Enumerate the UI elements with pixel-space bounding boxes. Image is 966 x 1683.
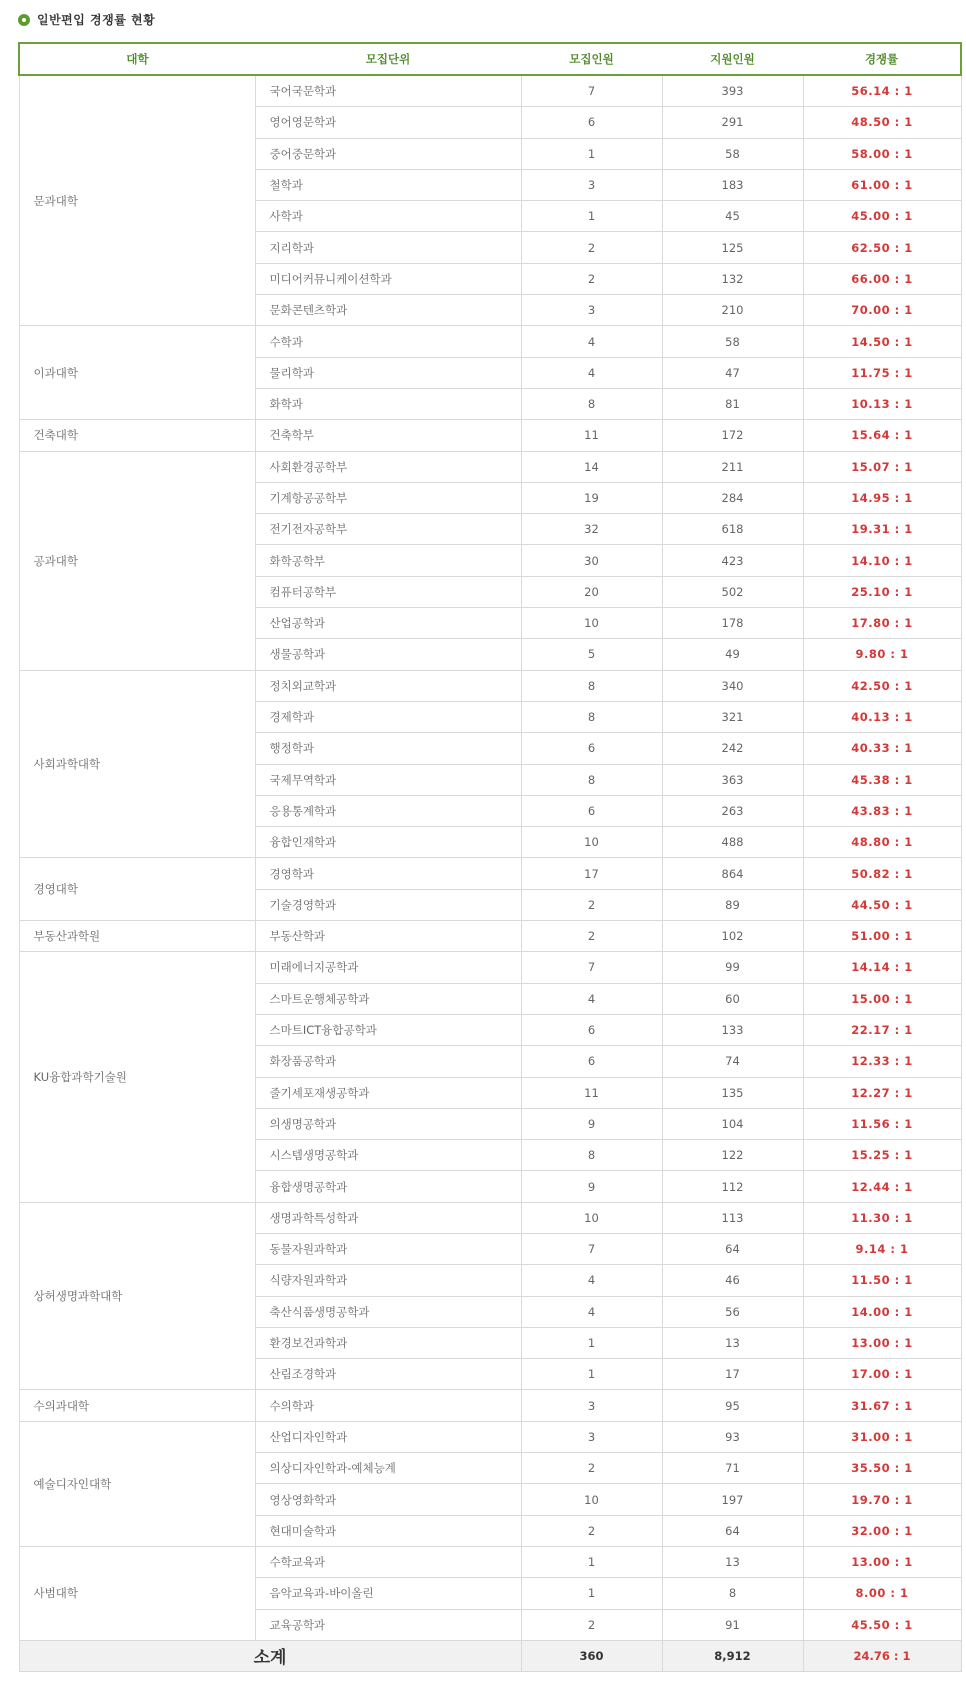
recruit-cell: 8 xyxy=(521,1140,662,1171)
rate-cell: 15.07 : 1 xyxy=(803,451,961,482)
rate-cell: 14.14 : 1 xyxy=(803,952,961,983)
college-cell: 경영대학 xyxy=(19,858,255,921)
rate-cell: 11.30 : 1 xyxy=(803,1202,961,1233)
unit-cell: 스마트ICT융합공학과 xyxy=(255,1014,521,1045)
recruit-cell: 6 xyxy=(521,1014,662,1045)
rate-cell: 14.50 : 1 xyxy=(803,326,961,357)
unit-cell: 생물공학과 xyxy=(255,639,521,670)
recruit-cell: 2 xyxy=(521,1609,662,1640)
applicants-cell: 178 xyxy=(662,608,803,639)
unit-cell: 문화콘텐츠학과 xyxy=(255,295,521,326)
unit-cell: 철학과 xyxy=(255,169,521,200)
recruit-cell: 17 xyxy=(521,858,662,889)
rate-cell: 40.33 : 1 xyxy=(803,733,961,764)
college-cell: 부동산과학원 xyxy=(19,921,255,952)
rate-cell: 11.75 : 1 xyxy=(803,357,961,388)
rate-cell: 45.38 : 1 xyxy=(803,764,961,795)
total-label: 소계 xyxy=(19,1640,521,1671)
table-body xyxy=(19,75,961,1640)
recruit-cell: 4 xyxy=(521,983,662,1014)
unit-cell: 의상디자인학과-예체능계 xyxy=(255,1453,521,1484)
applicants-cell: 263 xyxy=(662,795,803,826)
recruit-cell: 1 xyxy=(521,1546,662,1577)
rate-cell: 62.50 : 1 xyxy=(803,232,961,263)
rate-cell: 40.13 : 1 xyxy=(803,701,961,732)
unit-cell: 기계항공공학부 xyxy=(255,482,521,513)
recruit-cell: 1 xyxy=(521,201,662,232)
recruit-cell: 6 xyxy=(521,733,662,764)
recruit-cell: 8 xyxy=(521,701,662,732)
unit-cell: 국어국문학과 xyxy=(255,75,521,107)
college-cell: 수의과대학 xyxy=(19,1390,255,1421)
applicants-cell: 125 xyxy=(662,232,803,263)
college-cell: 상허생명과학대학 xyxy=(19,1202,255,1390)
recruit-cell: 2 xyxy=(521,889,662,920)
competition-rate-table xyxy=(18,42,962,1672)
recruit-cell: 3 xyxy=(521,1390,662,1421)
applicants-cell: 122 xyxy=(662,1140,803,1171)
rate-cell: 15.25 : 1 xyxy=(803,1140,961,1171)
rate-cell: 43.83 : 1 xyxy=(803,795,961,826)
recruit-cell: 7 xyxy=(521,75,662,107)
recruit-cell: 20 xyxy=(521,576,662,607)
applicants-cell: 13 xyxy=(662,1546,803,1577)
rate-cell: 14.95 : 1 xyxy=(803,482,961,513)
recruit-cell: 10 xyxy=(521,1484,662,1515)
recruit-cell: 3 xyxy=(521,295,662,326)
header-unit: 모집단위 xyxy=(255,43,521,75)
rate-cell: 12.33 : 1 xyxy=(803,1046,961,1077)
rate-cell: 15.00 : 1 xyxy=(803,983,961,1014)
rate-cell: 45.50 : 1 xyxy=(803,1609,961,1640)
total-row xyxy=(19,1640,961,1671)
recruit-cell: 11 xyxy=(521,420,662,451)
rate-cell: 17.80 : 1 xyxy=(803,608,961,639)
rate-cell: 44.50 : 1 xyxy=(803,889,961,920)
unit-cell: 정치외교학과 xyxy=(255,670,521,701)
applicants-cell: 113 xyxy=(662,1202,803,1233)
rate-cell: 51.00 : 1 xyxy=(803,921,961,952)
applicants-cell: 393 xyxy=(662,75,803,107)
total-rate: 24.76 : 1 xyxy=(803,1640,961,1671)
unit-cell: 융합생명공학과 xyxy=(255,1171,521,1202)
college-cell: 건축대학 xyxy=(19,420,255,451)
applicants-cell: 211 xyxy=(662,451,803,482)
recruit-cell: 9 xyxy=(521,1108,662,1139)
unit-cell: 축산식품생명공학과 xyxy=(255,1296,521,1327)
rate-cell: 35.50 : 1 xyxy=(803,1453,961,1484)
unit-cell: 현대미술학과 xyxy=(255,1515,521,1546)
unit-cell: 동물자원과학과 xyxy=(255,1233,521,1264)
unit-cell: 화장품공학과 xyxy=(255,1046,521,1077)
unit-cell: 영상영화학과 xyxy=(255,1484,521,1515)
header-recruit: 모집인원 xyxy=(521,43,662,75)
recruit-cell: 2 xyxy=(521,1515,662,1546)
table-row xyxy=(19,420,961,451)
unit-cell: 화학공학부 xyxy=(255,545,521,576)
table-row xyxy=(19,952,961,983)
header-rate: 경쟁률 xyxy=(803,43,961,75)
recruit-cell: 3 xyxy=(521,169,662,200)
unit-cell: 산업디자인학과 xyxy=(255,1421,521,1452)
applicants-cell: 502 xyxy=(662,576,803,607)
unit-cell: 환경보건과학과 xyxy=(255,1327,521,1358)
unit-cell: 교육공학과 xyxy=(255,1609,521,1640)
recruit-cell: 30 xyxy=(521,545,662,576)
rate-cell: 19.70 : 1 xyxy=(803,1484,961,1515)
total-recruit: 360 xyxy=(521,1640,662,1671)
recruit-cell: 8 xyxy=(521,764,662,795)
applicants-cell: 64 xyxy=(662,1233,803,1264)
rate-cell: 19.31 : 1 xyxy=(803,514,961,545)
rate-cell: 61.00 : 1 xyxy=(803,169,961,200)
unit-cell: 국제무역학과 xyxy=(255,764,521,795)
rate-cell: 9.14 : 1 xyxy=(803,1233,961,1264)
applicants-cell: 135 xyxy=(662,1077,803,1108)
unit-cell: 산림조경학과 xyxy=(255,1359,521,1390)
applicants-cell: 91 xyxy=(662,1609,803,1640)
applicants-cell: 74 xyxy=(662,1046,803,1077)
recruit-cell: 9 xyxy=(521,1171,662,1202)
unit-cell: 수의학과 xyxy=(255,1390,521,1421)
college-cell: 공과대학 xyxy=(19,451,255,670)
applicants-cell: 46 xyxy=(662,1265,803,1296)
college-cell: 이과대학 xyxy=(19,326,255,420)
applicants-cell: 321 xyxy=(662,701,803,732)
unit-cell: 줄기세포재생공학과 xyxy=(255,1077,521,1108)
unit-cell: 수학교육과 xyxy=(255,1546,521,1577)
rate-cell: 48.50 : 1 xyxy=(803,107,961,138)
rate-cell: 14.10 : 1 xyxy=(803,545,961,576)
table-row xyxy=(19,1390,961,1421)
applicants-cell: 423 xyxy=(662,545,803,576)
applicants-cell: 102 xyxy=(662,921,803,952)
applicants-cell: 93 xyxy=(662,1421,803,1452)
rate-cell: 31.00 : 1 xyxy=(803,1421,961,1452)
rate-cell: 25.10 : 1 xyxy=(803,576,961,607)
unit-cell: 의생명공학과 xyxy=(255,1108,521,1139)
unit-cell: 융합인재학과 xyxy=(255,827,521,858)
table-footer xyxy=(19,1640,961,1671)
rate-cell: 14.00 : 1 xyxy=(803,1296,961,1327)
unit-cell: 중어중문학과 xyxy=(255,138,521,169)
applicants-cell: 340 xyxy=(662,670,803,701)
recruit-cell: 3 xyxy=(521,1421,662,1452)
unit-cell: 건축학부 xyxy=(255,420,521,451)
unit-cell: 응용통계학과 xyxy=(255,795,521,826)
rate-cell: 58.00 : 1 xyxy=(803,138,961,169)
applicants-cell: 104 xyxy=(662,1108,803,1139)
rate-cell: 70.00 : 1 xyxy=(803,295,961,326)
applicants-cell: 284 xyxy=(662,482,803,513)
applicants-cell: 56 xyxy=(662,1296,803,1327)
recruit-cell: 10 xyxy=(521,608,662,639)
unit-cell: 영어영문학과 xyxy=(255,107,521,138)
applicants-cell: 618 xyxy=(662,514,803,545)
recruit-cell: 5 xyxy=(521,639,662,670)
applicants-cell: 132 xyxy=(662,263,803,294)
recruit-cell: 1 xyxy=(521,1359,662,1390)
college-cell: 예술디자인대학 xyxy=(19,1421,255,1546)
applicants-cell: 58 xyxy=(662,138,803,169)
applicants-cell: 133 xyxy=(662,1014,803,1045)
college-cell: 사회과학대학 xyxy=(19,670,255,858)
applicants-cell: 99 xyxy=(662,952,803,983)
recruit-cell: 6 xyxy=(521,107,662,138)
recruit-cell: 10 xyxy=(521,827,662,858)
rate-cell: 42.50 : 1 xyxy=(803,670,961,701)
applicants-cell: 45 xyxy=(662,201,803,232)
unit-cell: 스마트운행체공학과 xyxy=(255,983,521,1014)
applicants-cell: 17 xyxy=(662,1359,803,1390)
rate-cell: 9.80 : 1 xyxy=(803,639,961,670)
recruit-cell: 11 xyxy=(521,1077,662,1108)
unit-cell: 전기전자공학부 xyxy=(255,514,521,545)
applicants-cell: 60 xyxy=(662,983,803,1014)
recruit-cell: 1 xyxy=(521,1327,662,1358)
header-college: 대학 xyxy=(19,43,255,75)
recruit-cell: 14 xyxy=(521,451,662,482)
applicants-cell: 95 xyxy=(662,1390,803,1421)
college-cell: 사범대학 xyxy=(19,1546,255,1640)
table-row xyxy=(19,670,961,701)
recruit-cell: 6 xyxy=(521,795,662,826)
rate-cell: 31.67 : 1 xyxy=(803,1390,961,1421)
unit-cell: 물리학과 xyxy=(255,357,521,388)
unit-cell: 부동산학과 xyxy=(255,921,521,952)
applicants-cell: 64 xyxy=(662,1515,803,1546)
unit-cell: 산업공학과 xyxy=(255,608,521,639)
rate-cell: 66.00 : 1 xyxy=(803,263,961,294)
rate-cell: 12.27 : 1 xyxy=(803,1077,961,1108)
recruit-cell: 4 xyxy=(521,1265,662,1296)
applicants-cell: 363 xyxy=(662,764,803,795)
table-row xyxy=(19,326,961,357)
recruit-cell: 19 xyxy=(521,482,662,513)
rate-cell: 8.00 : 1 xyxy=(803,1578,961,1609)
recruit-cell: 4 xyxy=(521,357,662,388)
unit-cell: 경제학과 xyxy=(255,701,521,732)
unit-cell: 컴퓨터공학부 xyxy=(255,576,521,607)
applicants-cell: 71 xyxy=(662,1453,803,1484)
applicants-cell: 242 xyxy=(662,733,803,764)
recruit-cell: 2 xyxy=(521,921,662,952)
unit-cell: 생명과학특성학과 xyxy=(255,1202,521,1233)
applicants-cell: 197 xyxy=(662,1484,803,1515)
applicants-cell: 112 xyxy=(662,1171,803,1202)
unit-cell: 미디어커뮤니케이션학과 xyxy=(255,263,521,294)
recruit-cell: 8 xyxy=(521,388,662,419)
unit-cell: 사학과 xyxy=(255,201,521,232)
applicants-cell: 47 xyxy=(662,357,803,388)
rate-cell: 13.00 : 1 xyxy=(803,1546,961,1577)
rate-cell: 11.50 : 1 xyxy=(803,1265,961,1296)
table-row xyxy=(19,1546,961,1577)
rate-cell: 50.82 : 1 xyxy=(803,858,961,889)
rate-cell: 22.17 : 1 xyxy=(803,1014,961,1045)
unit-cell: 음악교육과-바이올린 xyxy=(255,1578,521,1609)
unit-cell: 수학과 xyxy=(255,326,521,357)
table-row xyxy=(19,451,961,482)
rate-cell: 13.00 : 1 xyxy=(803,1327,961,1358)
applicants-cell: 8 xyxy=(662,1578,803,1609)
recruit-cell: 4 xyxy=(521,326,662,357)
bullet-circle-icon xyxy=(18,14,30,26)
recruit-cell: 2 xyxy=(521,232,662,263)
unit-cell: 화학과 xyxy=(255,388,521,419)
unit-cell: 기술경영학과 xyxy=(255,889,521,920)
unit-cell: 행정학과 xyxy=(255,733,521,764)
recruit-cell: 32 xyxy=(521,514,662,545)
table-row xyxy=(19,1421,961,1452)
unit-cell: 사회환경공학부 xyxy=(255,451,521,482)
unit-cell: 경영학과 xyxy=(255,858,521,889)
applicants-cell: 864 xyxy=(662,858,803,889)
recruit-cell: 4 xyxy=(521,1296,662,1327)
unit-cell: 식량자원과학과 xyxy=(255,1265,521,1296)
recruit-cell: 1 xyxy=(521,1578,662,1609)
applicants-cell: 172 xyxy=(662,420,803,451)
unit-cell: 지리학과 xyxy=(255,232,521,263)
college-cell: 문과대학 xyxy=(19,75,255,326)
applicants-cell: 13 xyxy=(662,1327,803,1358)
rate-cell: 17.00 : 1 xyxy=(803,1359,961,1390)
rate-cell: 10.13 : 1 xyxy=(803,388,961,419)
rate-cell: 12.44 : 1 xyxy=(803,1171,961,1202)
recruit-cell: 2 xyxy=(521,263,662,294)
recruit-cell: 1 xyxy=(521,138,662,169)
applicants-cell: 58 xyxy=(662,326,803,357)
applicants-cell: 81 xyxy=(662,388,803,419)
header-applicants: 지원인원 xyxy=(662,43,803,75)
table-row xyxy=(19,1202,961,1233)
applicants-cell: 488 xyxy=(662,827,803,858)
table-row xyxy=(19,75,961,107)
rate-cell: 48.80 : 1 xyxy=(803,827,961,858)
unit-cell: 시스템생명공학과 xyxy=(255,1140,521,1171)
recruit-cell: 10 xyxy=(521,1202,662,1233)
applicants-cell: 89 xyxy=(662,889,803,920)
rate-cell: 32.00 : 1 xyxy=(803,1515,961,1546)
recruit-cell: 8 xyxy=(521,670,662,701)
college-cell: KU융합과학기술원 xyxy=(19,952,255,1202)
recruit-cell: 2 xyxy=(521,1453,662,1484)
total-applicants: 8,912 xyxy=(662,1640,803,1671)
section-title xyxy=(18,11,155,28)
applicants-cell: 183 xyxy=(662,169,803,200)
recruit-cell: 7 xyxy=(521,952,662,983)
unit-cell: 미래에너지공학과 xyxy=(255,952,521,983)
rate-cell: 15.64 : 1 xyxy=(803,420,961,451)
recruit-cell: 6 xyxy=(521,1046,662,1077)
applicants-cell: 49 xyxy=(662,639,803,670)
applicants-cell: 291 xyxy=(662,107,803,138)
rate-cell: 11.56 : 1 xyxy=(803,1108,961,1139)
table-row xyxy=(19,921,961,952)
section-title-text: 일반편입 경쟁률 현황 xyxy=(37,13,156,27)
applicants-cell: 210 xyxy=(662,295,803,326)
rate-cell: 45.00 : 1 xyxy=(803,201,961,232)
table-header xyxy=(19,43,961,75)
rate-cell: 56.14 : 1 xyxy=(803,75,961,107)
recruit-cell: 7 xyxy=(521,1233,662,1264)
table-row xyxy=(19,858,961,889)
